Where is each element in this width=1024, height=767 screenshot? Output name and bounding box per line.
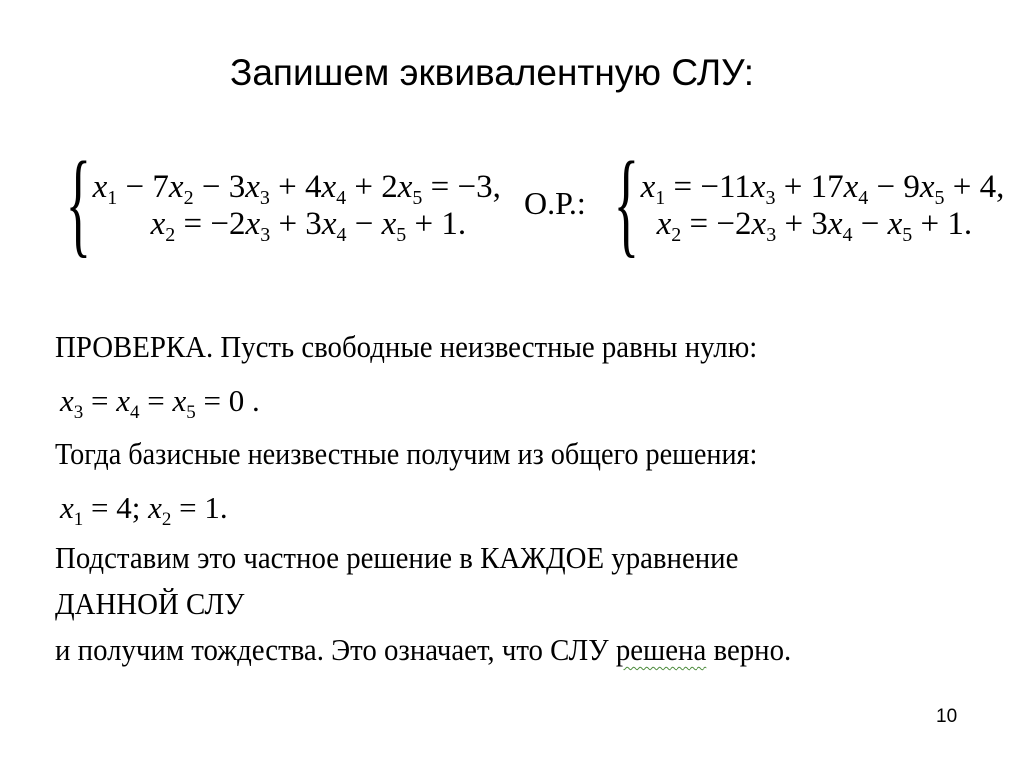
equation-left-1: $x_1 - 7x_2 - 3x_3 + 4x_4 + 2x_5 = -3$, (92, 169, 501, 210)
substitute-instruction-cont: ДАННОЙ СЛУ (55, 586, 245, 621)
system-right-equations (640, 169, 1005, 246)
right-brace: { (613, 137, 640, 268)
slide-number: 10 (936, 706, 958, 727)
free-variables-equation: $x_3 = x_4 = x_5 = 0$ . (60, 383, 260, 423)
basis-variables-equation: $x_1 = 4$; $x_2 = 1$. (60, 490, 228, 530)
system-left (50, 137, 501, 268)
system-right (598, 137, 1005, 268)
left-brace: { (65, 137, 92, 268)
conclusion-line: и получим тождества. Это означает, что СЛУ решена верно. (55, 632, 792, 667)
basis-explanation: Тогда базисные неизвестные получим из общего решения: (55, 436, 758, 471)
system-left-equations (92, 169, 501, 246)
equation-right-2: $x_2 = -2x_3 + 3x_4 - x_5 + 1$. (656, 206, 973, 246)
equation-left-2: $x_2 = -2x_3 + 3x_4 - x_5 + 1$. (150, 206, 467, 246)
check-heading: ПРОВЕРКА. Пусть свободные неизвестные равны нулю: (55, 329, 758, 364)
equation-right-1: $x_1 = -11x_3 + 17x_4 - 9x_5 + 4$, (640, 169, 1005, 210)
substitute-instruction: Подставим это частное решение в КАЖДОЕ уравнение (55, 540, 739, 575)
spellcheck-underlined-word: решена (615, 632, 707, 667)
slide-title: Запишем эквивалентную СЛУ: (230, 52, 755, 93)
general-solution-label: О.Р.: (524, 185, 586, 221)
